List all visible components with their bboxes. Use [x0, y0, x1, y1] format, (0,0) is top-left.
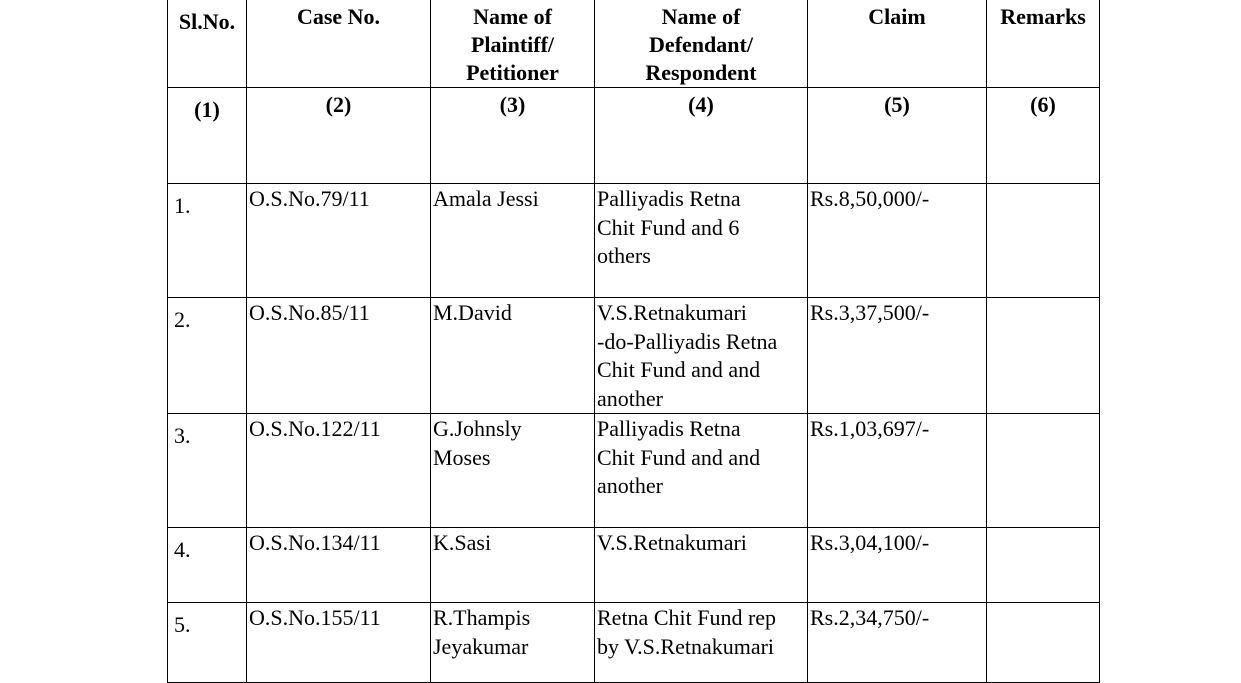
remarks-cell [987, 184, 1100, 298]
sl-no-cell: 1. [168, 184, 247, 298]
column-number: (6) [987, 88, 1100, 184]
case-no-cell: O.S.No.155/11 [247, 603, 431, 683]
plaintiff-line: G.Johnsly [433, 416, 522, 441]
table-row [168, 603, 1100, 683]
column-number: (1) [168, 88, 247, 184]
defendant-cell [595, 603, 808, 683]
defendant-cell [595, 184, 808, 298]
remarks-cell [987, 298, 1100, 414]
defendant-line: Palliyadis Retna [597, 416, 741, 441]
sl-no-cell: 2. [168, 298, 247, 414]
defendant-cell [595, 298, 808, 414]
defendant-line: others [597, 243, 651, 268]
defendant-line: by V.S.Retnakumari [597, 633, 775, 659]
header-defendant [595, 0, 808, 88]
header-defendant-line: Respondent [645, 60, 757, 85]
plaintiff-cell [431, 414, 595, 528]
header-case-no: Case No. [247, 0, 431, 88]
case-no-cell: O.S.No.85/11 [247, 298, 431, 414]
defendant-line: Retna Chit Fund rep [597, 605, 777, 630]
defendant-cell [595, 414, 808, 528]
claim-cell: Rs.1,03,697/- [808, 414, 987, 528]
plaintiff-cell [431, 298, 595, 414]
defendant-line: another [597, 473, 663, 498]
column-number: (2) [247, 88, 431, 184]
column-number: (3) [431, 88, 595, 184]
case-no-cell: O.S.No.122/11 [247, 414, 431, 528]
header-defendant-line: Name of [661, 4, 741, 29]
sl-no-cell: 3. [168, 414, 247, 528]
header-plaintiff-line: Petitioner [466, 60, 559, 85]
case-no-cell: O.S.No.134/11 [247, 528, 431, 603]
claim-cell: Rs.3,04,100/- [808, 528, 987, 603]
claim-cell: Rs.8,50,000/- [808, 184, 987, 298]
column-number: (5) [808, 88, 987, 184]
plaintiff-cell [431, 528, 595, 603]
header-plaintiff-line: Name of [473, 4, 552, 29]
table-row [168, 414, 1100, 528]
header-sl-no: Sl.No. [168, 0, 247, 88]
defendant-line: Chit Fund and 6 [597, 214, 740, 240]
table-row [168, 528, 1100, 603]
case-no-cell: O.S.No.79/11 [247, 184, 431, 298]
header-remarks: Remarks [987, 0, 1100, 88]
plaintiff-cell [431, 184, 595, 298]
defendant-line: Chit Fund and and [597, 357, 761, 382]
plaintiff-line: Jeyakumar [433, 633, 529, 659]
remarks-cell [987, 528, 1100, 603]
header-plaintiff [431, 0, 595, 88]
remarks-cell [987, 414, 1100, 528]
defendant-line: V.S.Retnakumari [597, 300, 747, 325]
table-row [168, 298, 1100, 414]
defendant-line: -do-Palliyadis Retna [597, 328, 778, 354]
defendant-line: another [597, 385, 663, 411]
defendant-line: Palliyadis Retna [597, 186, 741, 211]
defendant-line: Chit Fund and and [597, 444, 761, 470]
claim-cell: Rs.3,37,500/- [808, 298, 987, 414]
defendant-cell [595, 528, 808, 603]
sl-no-cell: 5. [168, 603, 247, 683]
plaintiff-line: Amala Jessi [433, 186, 539, 211]
plaintiff-line: M.David [433, 300, 512, 325]
claim-cell: Rs.2,34,750/- [808, 603, 987, 683]
plaintiff-line: R.Thampis [433, 605, 531, 630]
header-row [168, 0, 1100, 88]
plaintiff-cell [431, 603, 595, 683]
plaintiff-line: K.Sasi [433, 530, 492, 555]
header-plaintiff-line: Plaintiff/ [470, 32, 555, 57]
case-table [167, 0, 1100, 683]
defendant-line: V.S.Retnakumari [597, 530, 747, 555]
remarks-cell [987, 603, 1100, 683]
plaintiff-line: Moses [433, 444, 491, 470]
table-row [168, 184, 1100, 298]
sl-no-cell: 4. [168, 528, 247, 603]
header-claim: Claim [808, 0, 987, 88]
column-number-row [168, 88, 1100, 184]
column-number: (4) [595, 88, 808, 184]
header-defendant-line: Defendant/ [649, 32, 753, 57]
